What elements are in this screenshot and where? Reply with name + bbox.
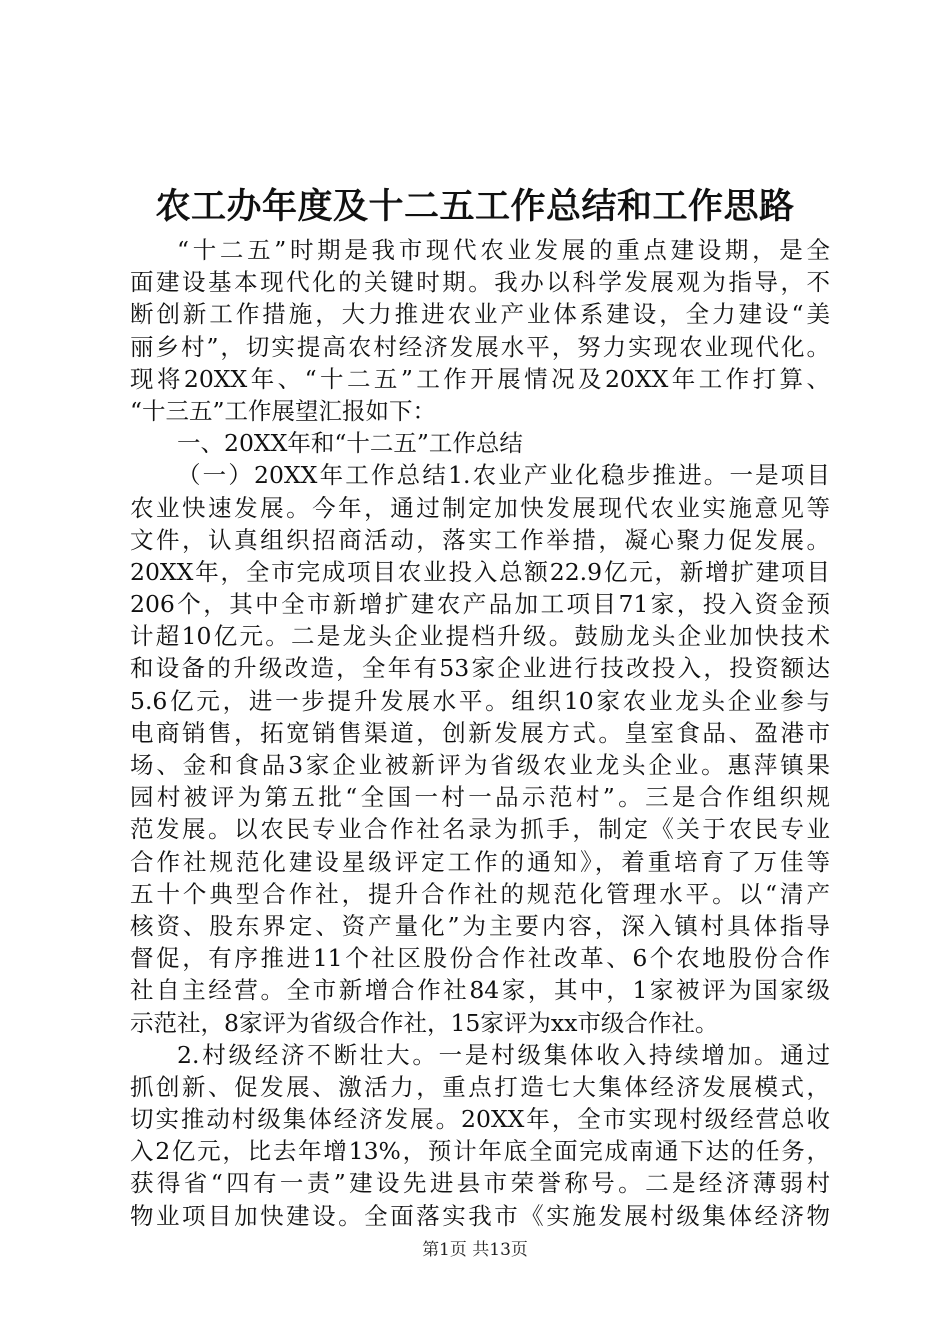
text-line: 和设备的升级改造，全年有53家企业进行技改投入，投资额达 <box>130 654 830 683</box>
text-line: 农业快速发展。今年，通过制定加快发展现代农业实施意见等 <box>130 493 830 522</box>
text-line: 合作社规范化建设星级评定工作的通知》，着重培育了万佳等 <box>130 847 830 876</box>
text-line: 示范社，8家评为省级合作社，15家评为xx市级合作社。 <box>130 1008 719 1037</box>
text-line: 物业项目加快建设。全面落实我市《实施发展村级集体经济物 <box>130 1201 830 1230</box>
text-line: 文件，认真组织招商活动，落实工作举措，凝心聚力促发展。 <box>130 525 830 554</box>
text-line: 园村被评为第五批“全国一村一品示范村”。三是合作组织规 <box>130 783 830 812</box>
text-line: 抓创新、促发展、激活力，重点打造七大集体经济发展模式， <box>130 1072 830 1101</box>
text-line: 2.村级经济不断壮大。一是村级集体收入持续增加。通过 <box>177 1040 830 1069</box>
text-line: 切实推动村级集体经济发展。20XX年，全市实现村级经营总收 <box>130 1105 830 1134</box>
section-heading: 一、20XX年和“十二五”工作总结 <box>177 429 523 458</box>
text-line: 断创新工作措施，大力推进农业产业体系建设，全力建设“美 <box>130 300 830 329</box>
document-body <box>130 234 830 1232</box>
text-line: 206个，其中全市新增扩建农产品加工项目71家，投入资金预 <box>130 590 830 619</box>
text-line: 5.6亿元，进一步提升发展水平。组织10家农业龙头企业参与 <box>130 686 830 715</box>
text-line: 督促，有序推进11个社区股份合作社改革、6个农地股份合作 <box>130 944 830 973</box>
text-line: 核资、股东界定、资产量化”为主要内容，深入镇村具体指导 <box>130 911 830 940</box>
text-line: （一）20XX年工作总结1.农业产业化稳步推进。一是项目 <box>177 461 830 490</box>
text-line: 范发展。以农民专业合作社名录为抓手，制定《关于农民专业 <box>130 815 830 844</box>
text-line: 入2亿元，比去年增13%，预计年底全面完成南通下达的任务， <box>130 1137 830 1166</box>
text-line: 计超10亿元。二是龙头企业提档升级。鼓励龙头企业加快技术 <box>130 622 830 651</box>
text-line: “十三五”工作展望汇报如下： <box>130 396 437 425</box>
document-title: 农工办年度及十二五工作总结和工作思路 <box>155 186 795 227</box>
text-line: 丽乡村”，切实提高农村经济发展水平，努力实现农业现代化。 <box>130 332 830 361</box>
text-line: 五十个典型合作社，提升合作社的规范化管理水平。以“清产 <box>130 879 830 908</box>
text-line: 社自主经营。全市新增合作社84家，其中，1家被评为国家级 <box>130 976 830 1005</box>
text-line: “十二五”时期是我市现代农业发展的重点建设期，是全 <box>177 236 830 264</box>
text-line: 场、金和食品3家企业被新评为省级农业龙头企业。惠萍镇果 <box>130 751 830 779</box>
text-line: 电商销售，拓宽销售渠道，创新发展方式。皇室食品、盈港市 <box>130 718 830 747</box>
text-line: 20XX年，全市完成项目农业投入总额22.9亿元，新增扩建项目 <box>130 557 830 586</box>
page-number-footer: 第1页 共13页 <box>422 1240 528 1260</box>
text-line: 面建设基本现代化的关键时期。我办以科学发展观为指导，不 <box>130 268 830 297</box>
text-line: 获得省“四有一责”建设先进县市荣誉称号。二是经济薄弱村 <box>130 1169 830 1198</box>
text-line: 现将20XX年、“十二五”工作开展情况及20XX年工作打算、 <box>130 364 830 393</box>
